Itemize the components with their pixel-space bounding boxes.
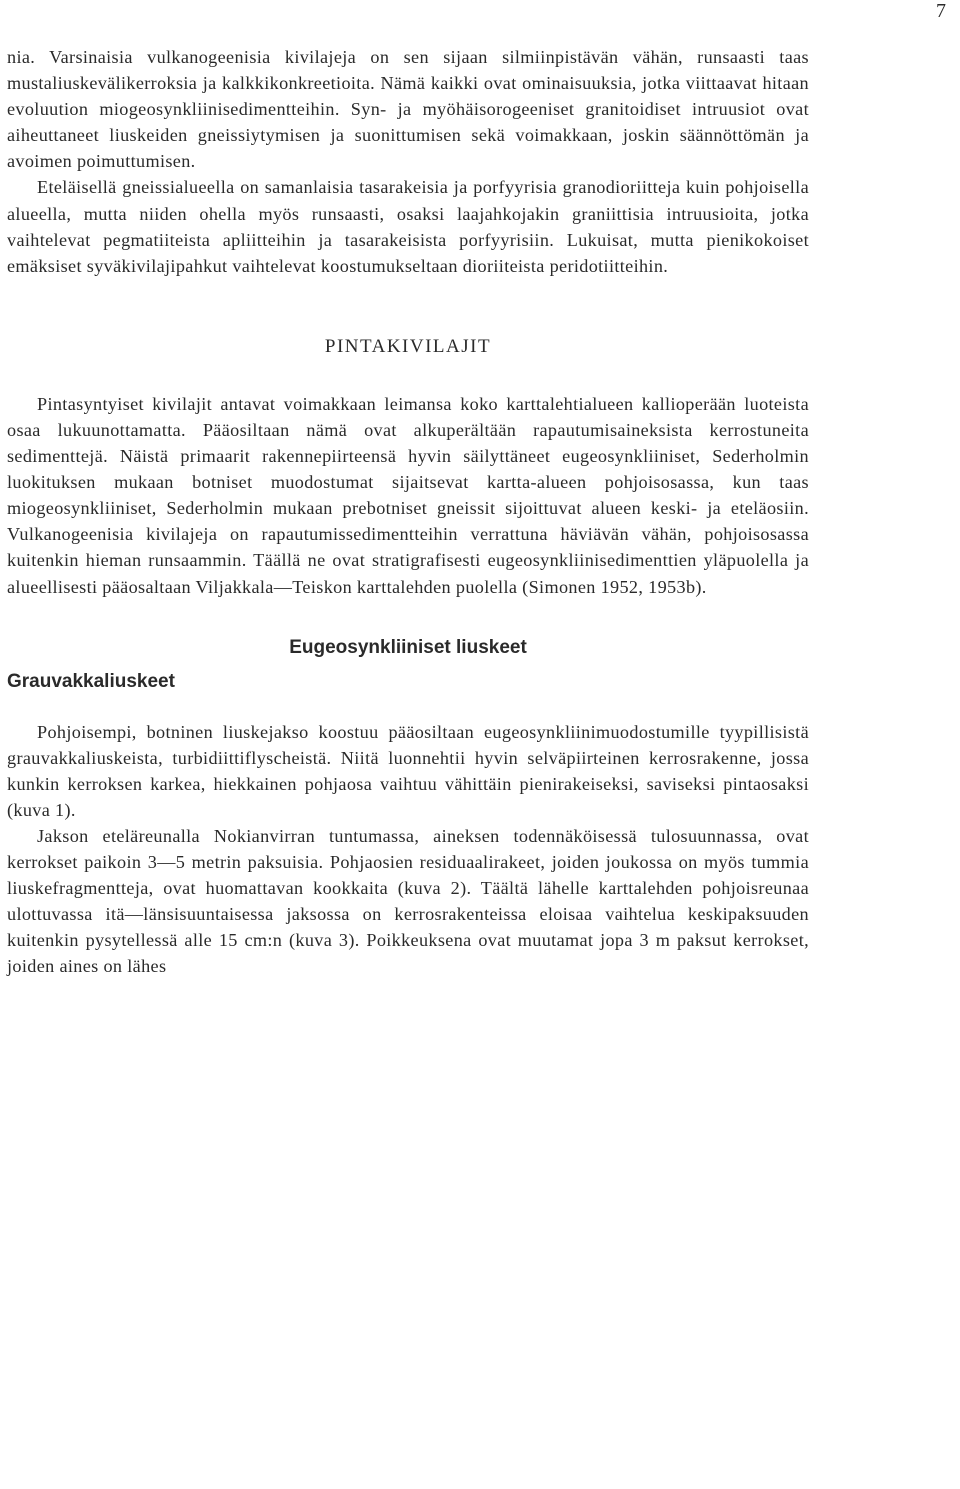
subheading-grauvakkaliuskeet: Grauvakkaliuskeet [7,670,175,692]
body-paragraph: Pohjoisempi, botninen liuskejakso koostuu pääosiltaan eugeosynkliinimuodostumille tyypillisistä grauvakkaliuskeista, turbidiittiflyscheistä. Niitä luonnehtii hyvin selväpiirteinen kerrosrakenne, jossa kunkin kerroksen karkea, hiekkainen pohjaosa vaihtuu vähittäin pienirakeiseksi, saviseksi pintaosaksi (kuva 1). [7,721,809,820]
body-paragraph: Eteläisellä gneissialueella on samanlaisia tasarakeisia ja porfyyrisia granodioriitteja kuin pohjoisella alueella, mutta niiden ohella myös runsaasti, osaksi laajahkojakin graniittisia intruusioita, jotka vaihtelevat pegmatiiteista apliitteihin ja tasarakeisista porfyyrisiin. Lukuisat, mutta pienikokoiset emäksiset syväkivilajipahkut vaihtelevat koostumukseltaan dioriiteista peridotiitteihin. [7,177,809,276]
text-column [7,44,809,980]
body-paragraph: nia. Varsinaisia vulkanogeenisia kivilajeja on sen sijaan silmiinpistävän vähän, runsaasti taas mustaliuskevälikerroksia ja kalkkikonkreetioita. Nämä kaikki ovat ominaisuuksia, jotka viittaavat hitaan evoluution miogeosynkliinisedimentteihin. Syn- ja myöhäisorogeeniset granitoidiset intruusiot ovat aiheuttaneet liuskeiden gneissiytymisen ja suonittumisen sekä voimakkaan, joskin säännöttömän ja avoimen poimuttumisen. [7,47,809,172]
subheading-eugeosynkliiniset: Eugeosynkliiniset liuskeet [289,636,527,658]
body-paragraph: Pintasyntyiset kivilajit antavat voimakkaan leimansa koko karttalehtialueen kallioperään luoteista osaa lukuunottamatta. Pääosiltaan nämä ovat alkuperältään rapautumisaineksista kerrostuneita sedimenttejä. Näistä primaarit rakennepiirteensä hyvin säilyttäneet eugeosynkliiniset, Sederholmin luokituksen mukaan botniset muodostumat sijaitsevat kartta-alueen pohjoisosassa, kun taas miogeosynkliiniset, Sederholmin mukaan prebotniset gneissit sijoittuvat alueen keski- ja eteläosiin. Vulkanogeenisia kivilajeja on rapautumissedimentteihin verrattuna häviävän vähän, pohjoisosassa kuitenkin hieman runsaammin. Täällä ne ovat stratigrafisesti eugeosynkliinisedimenttien yläpuolella ja alueellisesti pääosaltaan Viljakkala—Teiskon karttalehden puolella (Simonen 1952, 1953b). [7,393,809,597]
body-paragraph: Jakson eteläreunalla Nokianvirran tuntumassa, aineksen todennäköisessä tulosuunnassa, ovat kerrokset paikoin 3—5 metrin paksuisia. Pohjaosien residuaalirakeet, joiden joukossa on myös tummia liuskefragmentteja, ovat huomattavan kookkaita (kuva 2). Täältä lähelle karttalehden pohjoisreunaa ulottuvassa itä—länsisuuntaisessa jaksossa on kerrosrakenteissa eloisaa vaihtelua keskipaksuuden kuitenkin pysytellessä alle 15 cm:n (kuva 3). Poikkeuksena ovat muutamat jopa 3 m paksut kerrokset, joiden aines on lähes [7,825,809,977]
page-number: 7 [936,0,946,22]
section-heading: PINTAKIVILAJIT [324,335,492,357]
